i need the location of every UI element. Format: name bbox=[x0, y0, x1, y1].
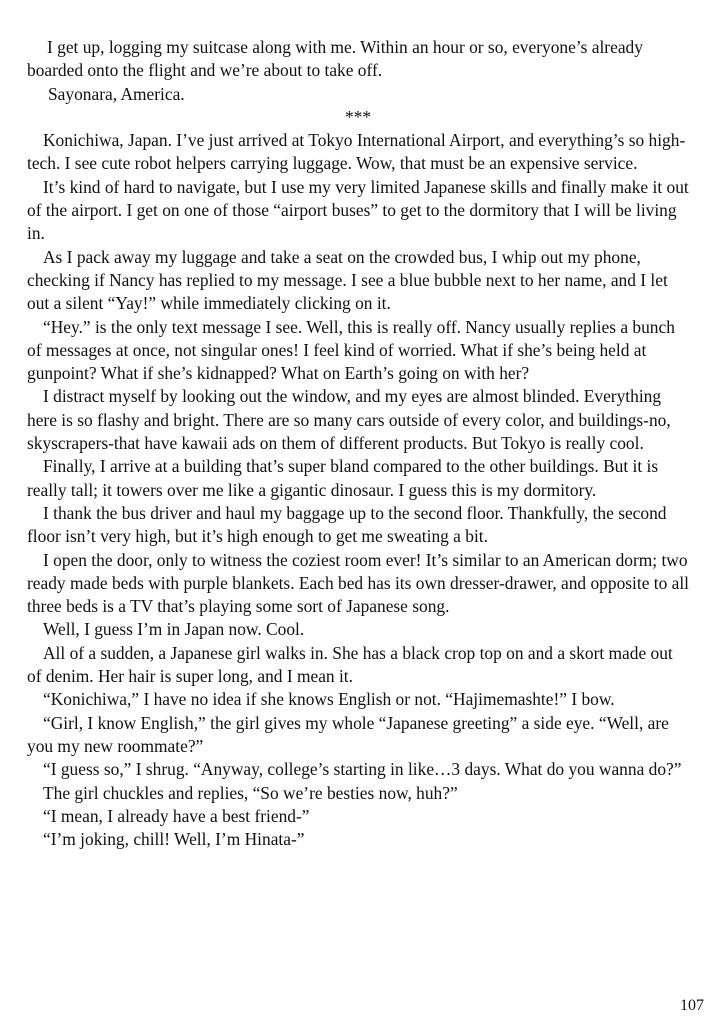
paragraph: “Hey.” is the only text message I see. Well, this is really off. Nancy usually replies a bunch of messages at once, not singular ones! I feel kind of worried. What if she’s being held at gunpoint? What if she’s kidnapped? What on Earth’s going on with her? bbox=[27, 316, 675, 384]
paragraph: The girl chuckles and replies, “So we’re besties now, huh?” bbox=[43, 782, 458, 803]
paragraph: “I mean, I already have a best friend-” bbox=[43, 805, 310, 826]
page-body bbox=[27, 36, 689, 851]
scene-break: *** bbox=[344, 106, 372, 127]
paragraph: I open the door, only to witness the coziest room ever! It’s similar to an American dorm; two ready made beds with purple blankets. Each bed has its own dresser-drawer, and opposite to all three beds is a TV that’s playing some sort of Japanese song. bbox=[27, 549, 690, 617]
paragraph: I get up, logging my suitcase along with me. Within an hour or so, everyone’s already boarded onto the flight and we’re about to take off. bbox=[27, 37, 643, 81]
paragraph: Konichiwa, Japan. I’ve just arrived at Tokyo International Airport, and everything’s so high-tech. I see cute robot helpers carrying luggage. Wow, that must be an expensive service. bbox=[27, 130, 686, 174]
paragraph: Sayonara, America. bbox=[48, 83, 185, 104]
paragraph: As I pack away my luggage and take a seat on the crowded bus, I whip out my phone, checking if Nancy has replied to my message. I see a blue bubble next to her name, and I let out a silent “Yay!” while immediately clicking on it. bbox=[27, 246, 668, 314]
paragraph: “I guess so,” I shrug. “Anyway, college’s starting in like…3 days. What do you wanna do?” bbox=[43, 759, 682, 780]
paragraph: “I’m joking, chill! Well, I’m Hinata-” bbox=[43, 829, 305, 850]
page-number: 107 bbox=[680, 997, 704, 1014]
paragraph: Well, I guess I’m in Japan now. Cool. bbox=[43, 619, 305, 640]
paragraph: “Girl, I know English,” the girl gives my whole “Japanese greeting” a side eye. “Well, are you my new roommate?” bbox=[27, 712, 669, 756]
paragraph: It’s kind of hard to navigate, but I use my very limited Japanese skills and finally make it out of the airport. I get on one of those “airport buses” to get to the dormitory that I will be living in. bbox=[27, 176, 689, 244]
paragraph: I thank the bus driver and haul my baggage up to the second floor. Thankfully, the second floor isn’t very high, but it’s high enough to get me sweating a bit. bbox=[27, 502, 667, 547]
paragraph: All of a sudden, a Japanese girl walks in. She has a black crop top on and a skort made out of denim. Her hair is super long, and I mean it. bbox=[27, 642, 673, 687]
paragraph: “Konichiwa,” I have no idea if she knows English or not. “Hajimemashte!” I bow. bbox=[43, 689, 615, 710]
paragraph: I distract myself by looking out the window, and my eyes are almost blinded. Everything here is so flashy and bright. There are so many cars outside of every color, and buildings-no, skyscrapers-that have kawaii ads on them of different products. But Tokyo is really cool. bbox=[27, 386, 671, 454]
paragraph: Finally, I arrive at a building that’s super bland compared to the other buildings. But it is really tall; it towers over me like a gigantic dinosaur. I guess this is my dormitory. bbox=[27, 456, 659, 500]
